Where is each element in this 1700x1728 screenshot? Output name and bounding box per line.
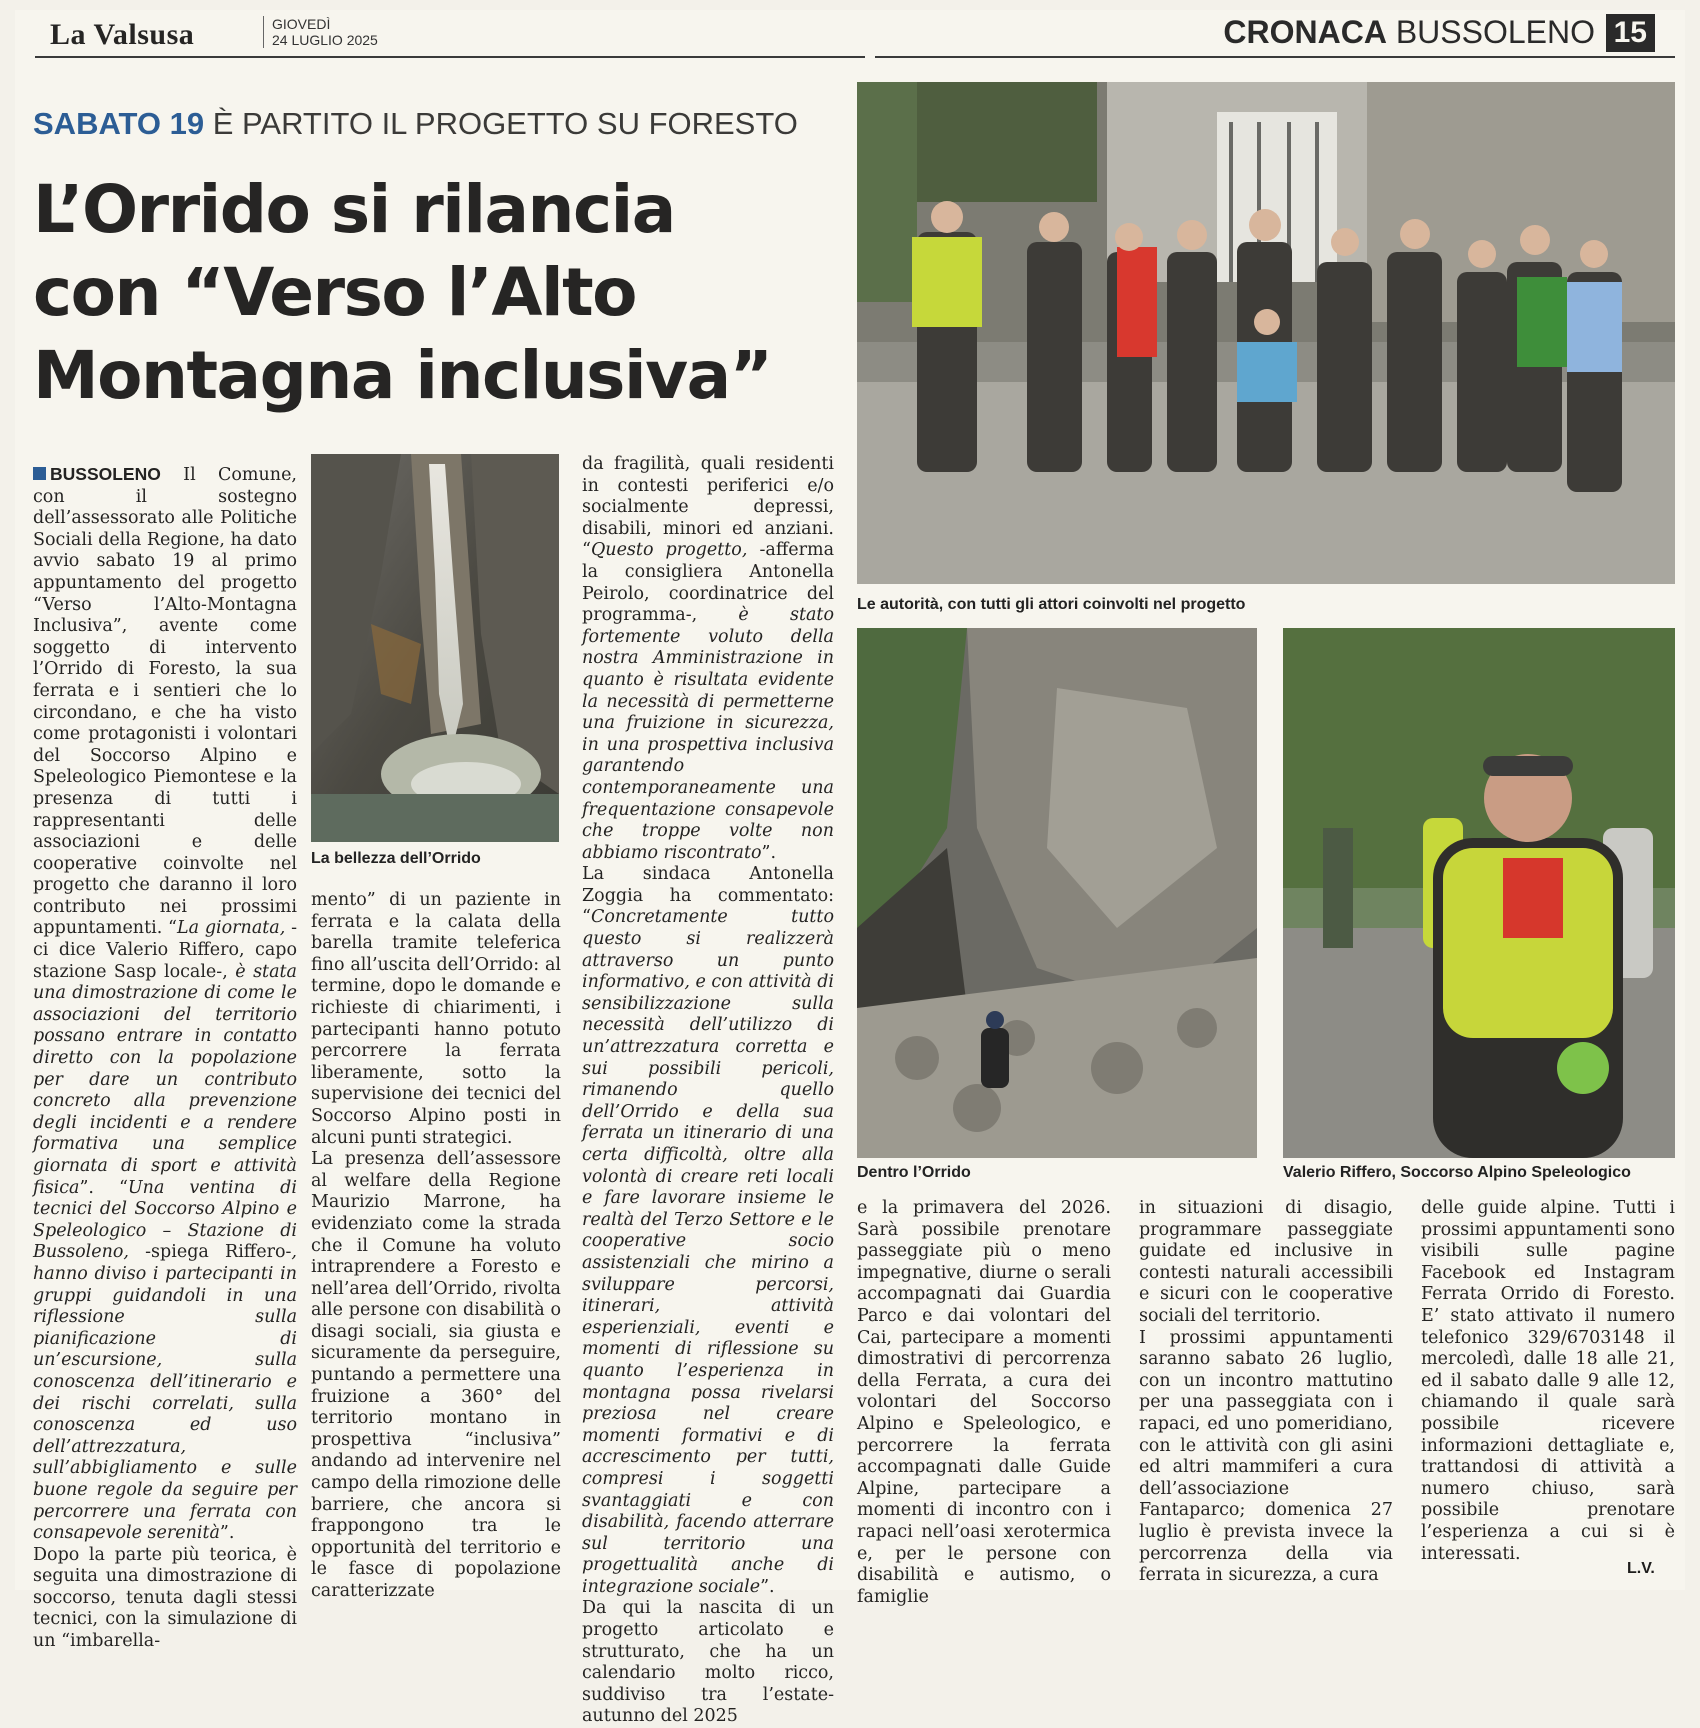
text-run: è stato fortemente voluto della nostra Amministrazione in quanto è risultata evidente la necessità di permetterne una fruizione in sicurezza, in una prospettiva inclusiva garantendo contemporaneamente una frequentazione consapevole che troppe volte non abbiamo riscontrato: [582, 605, 835, 863]
paragraph: La presenza dell’assessore al welfare della Regione Maurizio Marrone, ha evidenziato come la strada che il Comune ha voluto intraprendere a Foresto e nell’area dell’Orrido, rivolta alle persone con disabilità o disagi sociali, sia giusta e sicuramente da perseguire, puntando a permettere una fruizione a 360° del territorio montano in prospettiva “inclusiva” andando ad intervenire nel campo della rimozione delle barriere, che ancora si frappongono tra le opportunità del territorio e le fasce di popolazione caratterizzate: [311, 1149, 561, 1601]
kicker: [33, 106, 798, 142]
headline-line: con “Verso l’Alto: [33, 254, 636, 331]
text-run: ”. “: [79, 1177, 128, 1198]
dateline-marker: [33, 467, 46, 480]
paragraph: in situazioni di disagio, programmare passeggiate guidate ed inclusive in contesti naturali accessibili e sicuri con le cooperative sociali del territorio.: [1139, 1198, 1393, 1326]
text-run: ”.: [760, 1576, 775, 1597]
group-photo-art: [857, 82, 1675, 584]
paragraph: mento” di un paziente in ferrata e la calata della barella tramite teleferica fino all’uscita dell’Orrido: al termine, dopo le domande e richieste di chiarimenti, i partecipanti hanno potuto percorrere la ferrata liberamente, sotto la supervisione dei tecnici del Soccorso Alpino posti in alcuni punti strategici.: [311, 890, 561, 1148]
text-run: La giornata,: [177, 918, 286, 939]
waterfall-photo: [311, 454, 559, 842]
text-run: La sindaca Antonella Zoggia ha commentato: “: [582, 864, 834, 928]
article-column-2: [311, 890, 561, 1603]
portrait-photo-art: [1283, 628, 1675, 1158]
paragraph: I prossimi appuntamenti saranno sabato 26 luglio, con un incontro mattutino per una passeggiata con i rapaci, ed uno pomeridiano, con le attività con gli asini ed altri mammiferi a cura dell’associazione Fantaparco; domenica 27 luglio è prevista invece la percorrenza della via ferrata in sicurezza, a cura: [1139, 1327, 1393, 1586]
article-column-1: [33, 464, 297, 1653]
text-run: Il Comune, con il sostegno dell’assessorato alle Politiche Sociali della Regione, ha dato avvio sabato 19 al primo appuntamento del progetto “Verso l’Alto-Montagna Inclusiva”, avente come soggetto di intervento l’Orrido di Foresto, la sua ferrata e i sentieri che lo circondano, e che ha visto come protagonisti i volontari del Soccorso Alpino e Speleologico Piemontese e la presenza di tutti i rappresentanti delle associazioni e delle cooperative coinvolte nel progetto che daranno il loro contributo nei prossimi appuntamenti. “: [33, 465, 297, 939]
paragraph: [33, 464, 297, 1545]
paragraph: Dopo la parte più teorica, è seguita una dimostrazione di soccorso, tenuta dagli stessi tecnici, con la simulazione di un “imbarella-: [33, 1544, 297, 1652]
masthead-date-text: 24 LUGLIO 2025: [272, 32, 378, 48]
text-run: -ci dice Valerio Riffero, capo stazione Sasp locale-,: [33, 918, 297, 982]
text-run: ”.: [761, 842, 777, 863]
headline-line: Montagna inclusiva”: [33, 337, 772, 414]
text-run: Una ventina di tecnici del Soccorso Alpino e Speleologico – Stazione di Bussoleno,: [33, 1177, 297, 1263]
text-run: , hanno diviso i partecipanti in gruppi guidandoli in una riflessione sulla pianificazione di un’escursione, sulla conoscenza dell’itinerario e dei rischi correlati, sulla conoscenza ed uso dell’attrezzatura, sull’abbigliamento e sulle buone regole da seguire per percorrere una ferrata con consapevole serenità: [33, 1242, 297, 1544]
author-signature: L.V.: [1627, 1560, 1655, 1577]
text-run: è stata una dimostrazione di come le associazioni del territorio possano entrare in contatto diretto con la popolazione per dare un contributo concreto alla prevenzione degli incidenti e a rendere formativa una semplice giornata di sport e attività fisica: [33, 961, 297, 1198]
caption-waterfall: La bellezza dell’Orrido: [311, 850, 481, 867]
masthead-day: GIOVEDÌ: [272, 16, 331, 32]
paragraph: [582, 454, 834, 864]
headline: [33, 168, 833, 417]
masthead-logo: La Valsusa: [50, 18, 195, 51]
paragraph: e la primavera del 2026. Sarà possibile prenotare passeggiate più o meno impegnative, diurne o serali accompagnati dai Guardia Parco e dai volontari del Cai, partecipare a momenti dimostrativi di percorrenza della Ferrata, a cura dei volontari del Soccorso Alpino e Speleologico, e percorrere la ferrata accompagnati dalle Guide Alpine, partecipare a momenti di incontro con i rapaci nell’oasi xerotermica e, per le persone con disabilità e autismo, o famiglie: [857, 1198, 1111, 1607]
kicker-strong: SABATO 19: [33, 106, 205, 141]
page-number: 15: [1606, 14, 1655, 52]
text-run: da fragilità, quali residenti in contesti periferici e/o socialmente depressi, disabili, minori ed anziani. “: [582, 454, 834, 561]
paragraph: delle guide alpine. Tutti i prossimi appuntamenti sono visibili sulle pagine Facebook ed Instagram Ferrata Orrido di Foresto. E’ stato attivato il numero telefonico 329/6703148 il mercoledì, dalle 18 alle 21, ed il sabato dalle 9 alle 12, chiamando il quale sarà possibile ricevere informazioni dettagliate e, trattandosi di attività a numero chiuso, sarà possibile prenotare l’esperienza a cui si è interessati.: [1421, 1198, 1675, 1564]
section-strong: CRONACA: [1223, 14, 1387, 50]
article-column-5: [1139, 1198, 1393, 1587]
waterfall-photo-art: [311, 454, 559, 842]
text-run: -afferma la consigliera Antonella Peirolo, coordinatrice del programma-,: [582, 540, 834, 626]
caption-portrait: Valerio Riffero, Soccorso Alpino Speleologico: [1283, 1164, 1631, 1181]
section-place: BUSSOLENO: [1395, 14, 1595, 50]
paragraph: Da qui la nascita di un progetto articolato e strutturato, che ha un calendario molto ricco, suddiviso tra l’estate-autunno del 2025: [582, 1598, 834, 1727]
kicker-rest: È PARTITO IL PROGETTO SU FORESTO: [212, 106, 798, 141]
gorge-photo: [857, 628, 1257, 1158]
masthead-date: [263, 16, 378, 48]
text-run: -spiega Riffero-: [128, 1242, 292, 1263]
header-rule: [35, 56, 865, 58]
newspaper-page: [15, 10, 1685, 1727]
paragraph: [582, 864, 834, 1598]
dateline: BUSSOLENO: [50, 464, 161, 484]
article-column-3: [582, 454, 834, 1728]
caption-group: Le autorità, con tutti gli attori coinvolti nel progetto: [857, 596, 1246, 613]
article-column-4: [857, 1198, 1111, 1608]
headline-line: L’Orrido si rilancia: [33, 171, 675, 248]
header-rule-right: [875, 56, 1675, 58]
gorge-photo-art: [857, 628, 1257, 1158]
section-title: [1223, 14, 1595, 51]
text-run: Concretamente tutto questo si realizzerà attraverso un punto informativo, e con attività di sensibilizzazione sulla necessità dell’utilizzo di un’attrezzatura corretta e sui possibili pericoli, rimanendo quello dell’Orrido e della sua ferrata un itinerario di una certa difficoltà, oltre alla volontà di creare reti locali e fare lavorare insieme le realtà del Terzo Settore e le cooperative socio assistenziali che mirino a sviluppare percorsi, itinerari, attività esperienziali, eventi e momenti di riflessione su quanto l’esperienza in montagna possa rivelarsi preziosa nel creare momenti formativi e di accrescimento per tutti, compresi i soggetti svantaggiati e con disabilità, facendo atterrare sul territorio una progettualità anche di integrazione sociale: [582, 907, 834, 1597]
text-run: Questo progetto,: [590, 540, 748, 561]
portrait-photo: [1283, 628, 1675, 1158]
article-column-6: [1421, 1198, 1675, 1565]
caption-gorge: Dentro l’Orrido: [857, 1164, 971, 1181]
group-photo: [857, 82, 1675, 584]
text-run: ”.: [219, 1523, 235, 1544]
